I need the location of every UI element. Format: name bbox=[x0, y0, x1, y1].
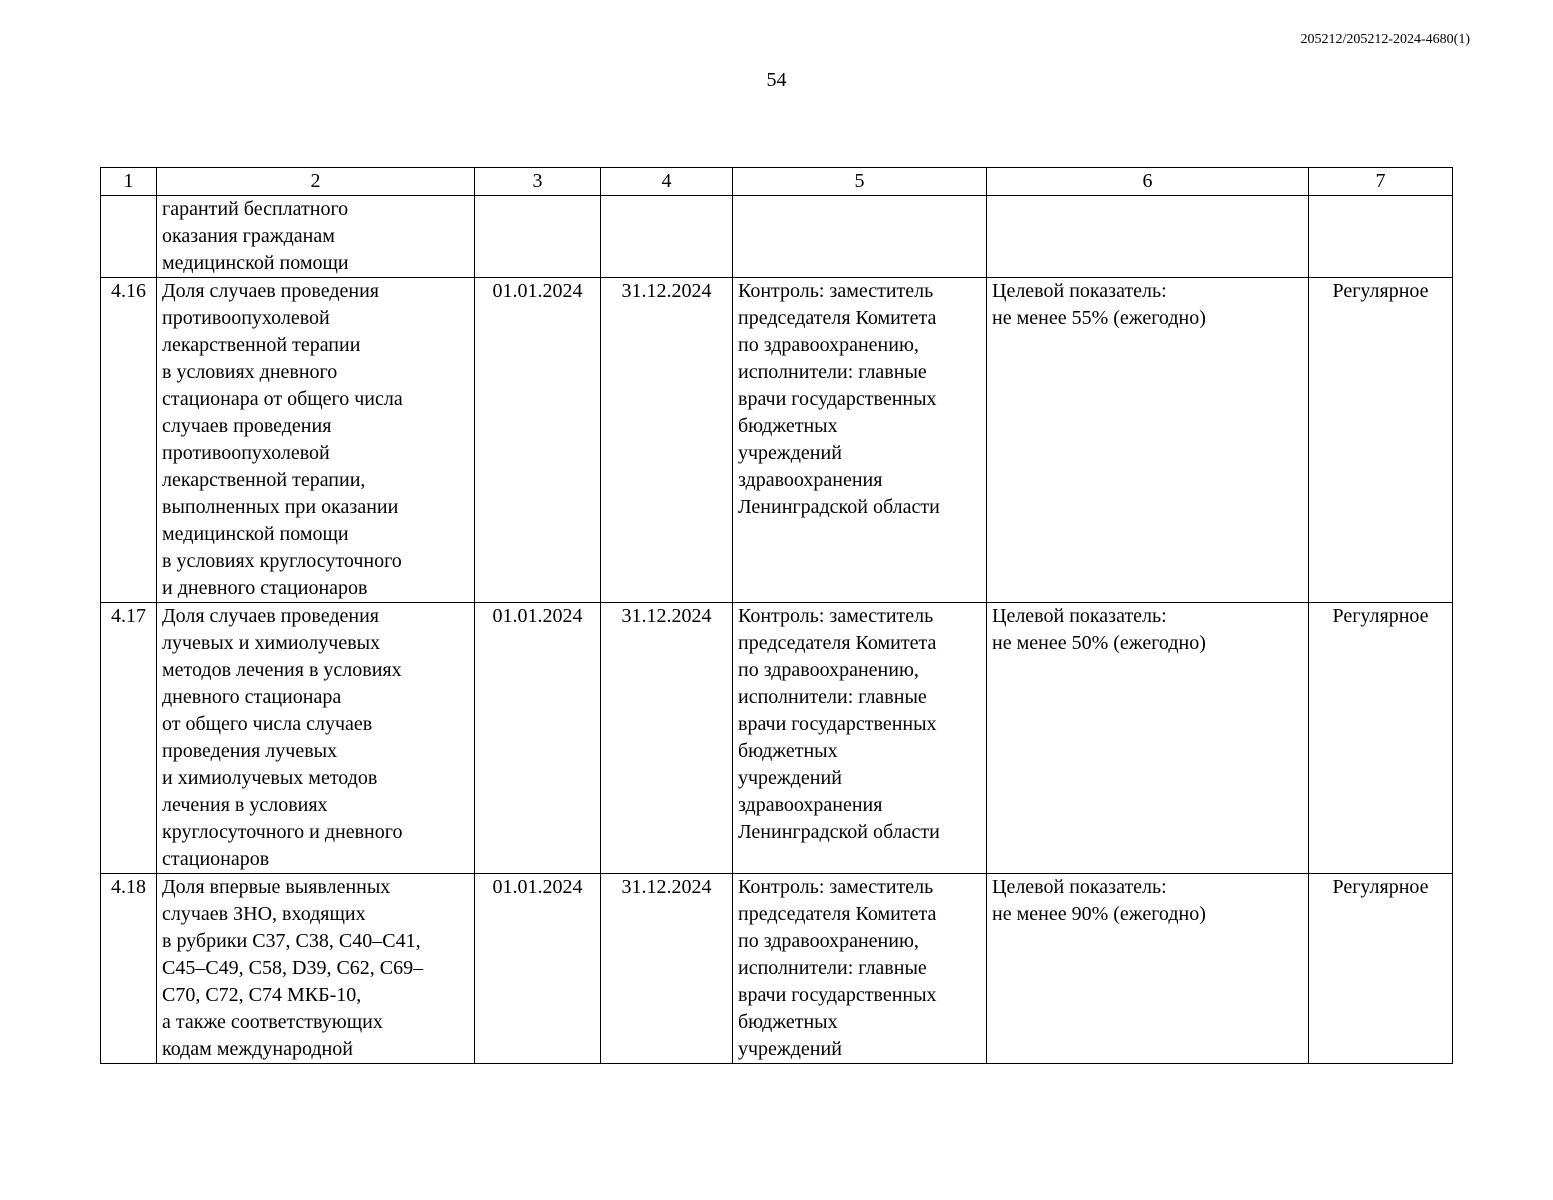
column-number: 5 bbox=[733, 168, 987, 196]
table-row bbox=[101, 278, 1453, 603]
page-number: 54 bbox=[766, 69, 787, 91]
target-indicator-cell: Целевой показатель: не менее 55% (ежегодно) bbox=[987, 278, 1309, 603]
table-row bbox=[101, 196, 1453, 278]
indicator-name-cell: Доля случаев проведения противоопухолевой лекарственной терапии в условиях дневного стационара от общего числа случаев проведения противоопухолевой лекарственной терапии, выполненных при оказании медицинской помощи в условиях круглосуточного и дневного стационаров bbox=[157, 278, 475, 603]
event-type-cell: Регулярное bbox=[1309, 603, 1453, 874]
column-number: 4 bbox=[601, 168, 733, 196]
document-id: 205212/205212-2024-4680(1) bbox=[1300, 32, 1470, 47]
start-date-cell: 01.01.2024 bbox=[475, 603, 601, 874]
event-type-cell: Регулярное bbox=[1309, 278, 1453, 603]
column-number: 7 bbox=[1309, 168, 1453, 196]
row-number-cell: 4.17 bbox=[101, 603, 157, 874]
column-number-row bbox=[101, 168, 1453, 196]
responsible-cell: Контроль: заместитель председателя Комитета по здравоохранению, исполнители: главные врачи государственных бюджетных учреждений здравоохранения Ленинградской области bbox=[733, 278, 987, 603]
column-number: 6 bbox=[987, 168, 1309, 196]
start-date-cell: 01.01.2024 bbox=[475, 874, 601, 1064]
row-number-cell bbox=[101, 196, 157, 278]
table-row bbox=[101, 874, 1453, 1064]
row-number-cell: 4.16 bbox=[101, 278, 157, 603]
indicator-name-cell: Доля впервые выявленных случаев ЗНО, входящих в рубрики C37, C38, C40–C41, C45–C49, C58, D39, C62, C69– C70, C72, C74 МКБ-10, а также соответствующих кодам международной bbox=[157, 874, 475, 1064]
column-number: 1 bbox=[101, 168, 157, 196]
column-number: 3 bbox=[475, 168, 601, 196]
event-type-cell bbox=[1309, 196, 1453, 278]
end-date-cell: 31.12.2024 bbox=[601, 278, 733, 603]
target-indicator-cell: Целевой показатель: не менее 90% (ежегодно) bbox=[987, 874, 1309, 1064]
row-number-cell: 4.18 bbox=[101, 874, 157, 1064]
indicator-name-cell: гарантий бесплатного оказания гражданам медицинской помощи bbox=[157, 196, 475, 278]
activities-table bbox=[100, 167, 1453, 1064]
end-date-cell: 31.12.2024 bbox=[601, 603, 733, 874]
start-date-cell: 01.01.2024 bbox=[475, 278, 601, 603]
target-indicator-cell bbox=[987, 196, 1309, 278]
indicator-name-cell: Доля случаев проведения лучевых и химиолучевых методов лечения в условиях дневного стационара от общего числа случаев проведения лучевых и химиолучевых методов лечения в условиях круглосуточного и дневного стационаров bbox=[157, 603, 475, 874]
end-date-cell bbox=[601, 196, 733, 278]
responsible-cell: Контроль: заместитель председателя Комитета по здравоохранению, исполнители: главные врачи государственных бюджетных учреждений здравоохранения Ленинградской области bbox=[733, 603, 987, 874]
target-indicator-cell: Целевой показатель: не менее 50% (ежегодно) bbox=[987, 603, 1309, 874]
table-row bbox=[101, 603, 1453, 874]
end-date-cell: 31.12.2024 bbox=[601, 874, 733, 1064]
start-date-cell bbox=[475, 196, 601, 278]
column-number: 2 bbox=[157, 168, 475, 196]
responsible-cell bbox=[733, 196, 987, 278]
responsible-cell: Контроль: заместитель председателя Комитета по здравоохранению, исполнители: главные врачи государственных бюджетных учреждений bbox=[733, 874, 987, 1064]
event-type-cell: Регулярное bbox=[1309, 874, 1453, 1064]
